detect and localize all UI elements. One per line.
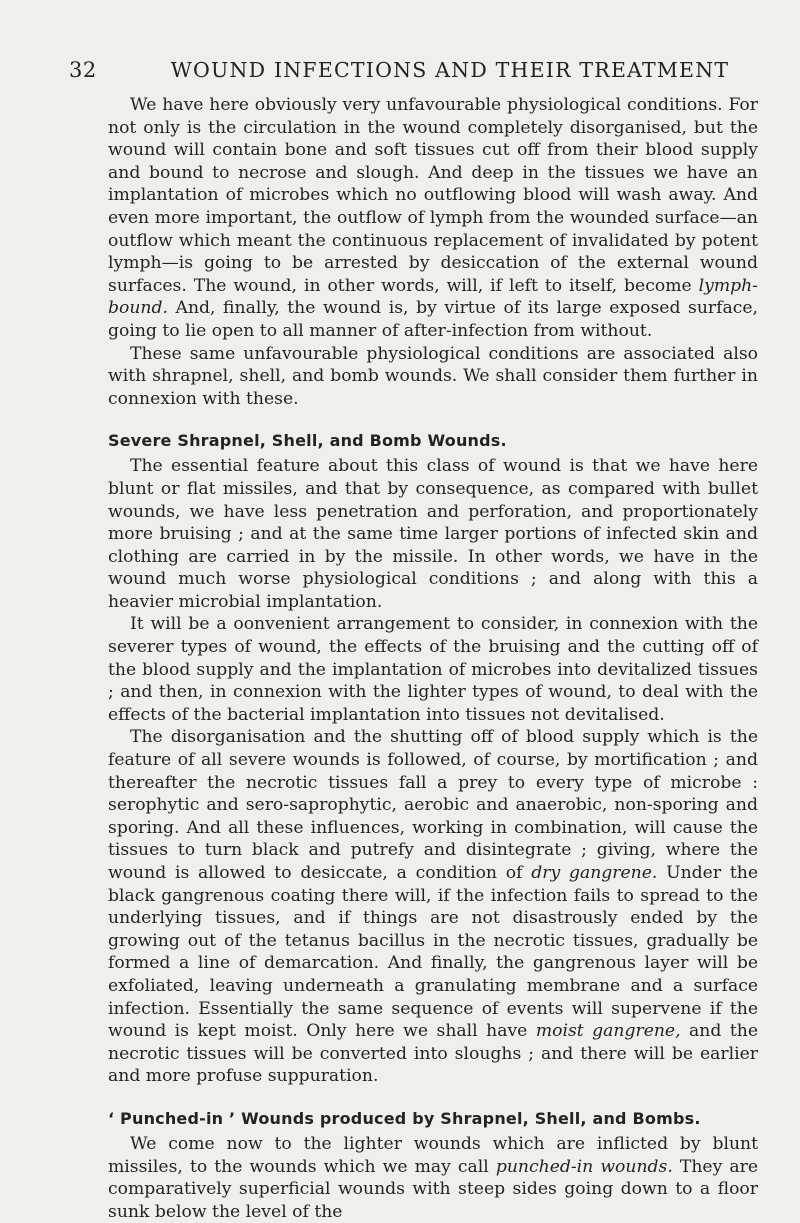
page-header xyxy=(0,58,800,88)
emphasis: lymph-bound. xyxy=(108,275,758,319)
paragraph: It will be a oonvenient arrangement to consider, in connexion with the severer types of wound, the effects of the bruising and the cutting off of the blood supply and the implantation of microbes into devitalized tissues ; and then, in connexion with the lighter types of wound, to deal with the effects of the bacterial implantation into tissues not devitalised. xyxy=(108,614,758,725)
text-run: We come now to the lighter wounds which are inflicted by blunt missiles, to the wounds which we may call xyxy=(108,1133,758,1177)
page-number: 32 xyxy=(69,58,97,82)
emphasis: moist gangrene, xyxy=(535,1021,681,1042)
paragraph xyxy=(108,726,758,1088)
text-run: They are comparatively superficial wounds with steep sides going down to a floor sunk below the level of the xyxy=(108,1156,759,1222)
section-heading: Severe Shrapnel, Shell, and Bomb Wounds. xyxy=(108,431,507,451)
paragraph xyxy=(108,1133,758,1223)
body-text xyxy=(108,94,758,1223)
paragraph xyxy=(108,94,758,343)
text-run: And, finally, the wound is, by virtue of its large exposed surface, going to lie open to all manner of after-infection from without. xyxy=(108,298,758,341)
text-run: We have here obviously very unfavourable physiological conditions. For not only is the circulation in the wound completely disorganised, but the wound will contain bone and soft tissues cut off from their blood supply and bound to necrose and slough. And deep in the tissues we have an implantation of microbes which no outflowing blood will wash away. And even more important, the outflow of lymph from the wounded surface—an outflow which meant the continuous replacement of invalidated by potent lymph—is going to be arrested by desiccation of the external wound surfaces. The wound, in other words, will, if left to itself, become xyxy=(108,95,758,296)
paragraph: The essential feature about this class of wound is that we have here blunt or flat missiles, and that by consequence, as compared with bullet wounds, we have less penetration and perforation, and proportionately more bruising ; and at the same time larger portions of infected skin and clothing are carried in by the missile. In other words, we have in the wound much worse physiological conditions ; and along with this a heavier microbial implantation. xyxy=(108,456,758,612)
running-title: WOUND INFECTIONS AND THEIR TREATMENT xyxy=(170,58,730,82)
emphasis: punched-in wounds. xyxy=(495,1156,673,1177)
text-run: The disorganisation and the shutting off of blood supply which is the feature of all severe wounds is followed, of course, by mortification ; and thereafter the necrotic tissues fall a prey to every type of microbe : serophytic and sero-saprophytic, aerobic and anaerobic, non-sporing and sporing. And all these influences, working in combination, will cause the tissues to turn black and putrefy and disintegrate ; giving, where the wound is allowed to desiccate, a condition of xyxy=(108,727,758,883)
text-run: and the necrotic tissues will be converted into sloughs ; and there will be earlier and more profuse suppuration. xyxy=(108,1021,758,1087)
section-heading: ‘ Punched-in ’ Wounds produced by Shrapnel, Shell, and Bombs. xyxy=(108,1108,701,1128)
text-run: Under the black gangrenous coating there will, if the infection fails to spread to the underlying tissues, and if things are not disastrously ended by the growing out of the tetanus bacillus in the necrotic tissues, gradually be formed a line of demarcation. And finally, the gangrenous layer will be exfoliated, leaving underneath a granulating membrane and a surface infection. Essentially the same sequence of events will supervene if the wound is kept moist. Only here we shall have xyxy=(108,863,758,1042)
emphasis: dry gangrene. xyxy=(531,863,658,883)
paragraph: These same unfavourable physiological conditions are associated also with shrapnel, shell, and bomb wounds. We shall consider them further in connexion with these. xyxy=(108,343,758,409)
